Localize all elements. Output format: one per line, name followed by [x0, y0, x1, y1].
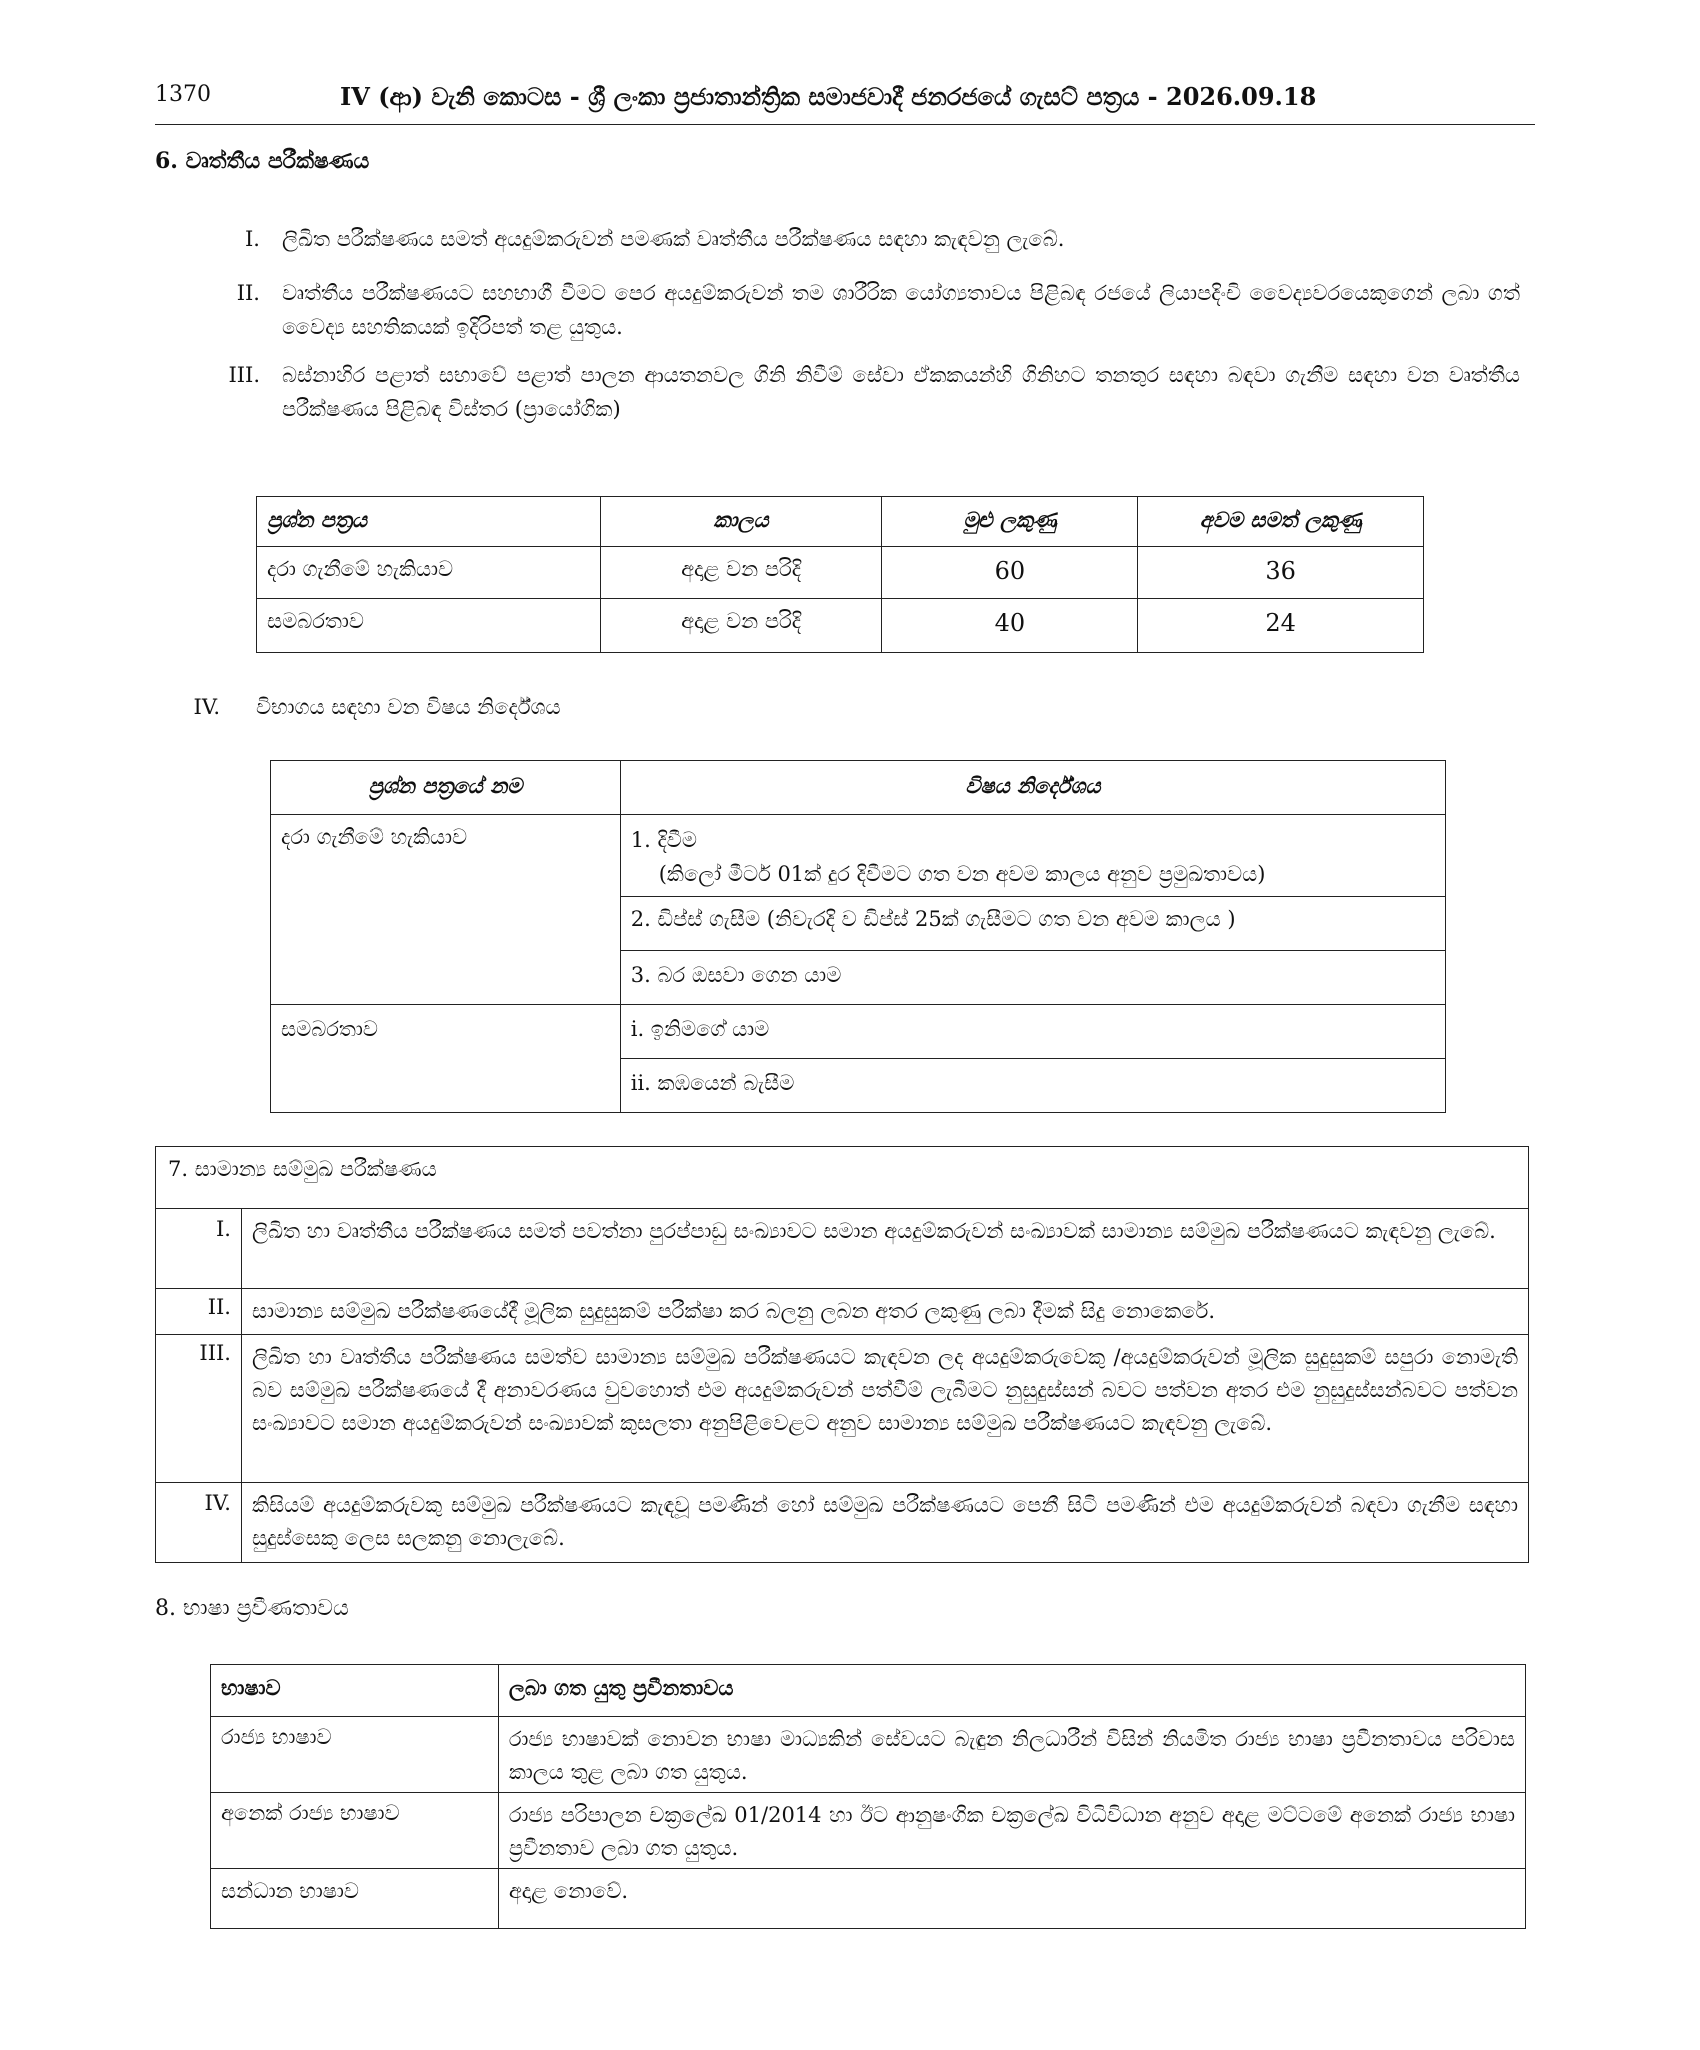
- col-header-duration: කාලය: [600, 497, 882, 547]
- item-text: බස්නාහිර පළාත් සභාවේ පළාත් පාලන ආයතනවල ගිනි නිවීම් සේවා ඒකකයන්හි ගිනිහට තනතුර සඳහා බඳවා ගැනීම සඳහා වන වෘත්තීය පරීක්ෂණය පිළිබඳ විස්තර (ප්‍රායෝගික): [282, 363, 1520, 421]
- cell-pass-marks: 36: [1138, 547, 1424, 599]
- table-row: [156, 1209, 1529, 1289]
- item-text: විභාගය සඳහා වන විෂය නිර්දේශය: [256, 695, 561, 719]
- col-header-paper-name: ප්‍රශ්න පත්‍රයේ නම: [271, 761, 621, 815]
- cell-language: රාජ්‍ය භාෂාව: [211, 1717, 499, 1793]
- cell-language: සන්ධාන භාෂාව: [211, 1869, 499, 1929]
- col-header-language: භාෂාව: [211, 1665, 499, 1717]
- section-6-item-2: [200, 276, 1520, 346]
- table-row: [271, 1005, 1446, 1059]
- page-header: [155, 78, 1535, 125]
- item-number: II.: [156, 1289, 242, 1335]
- col-header-pass-marks: අවම සමත් ලකුණු: [1138, 497, 1424, 547]
- table-row: [211, 1869, 1526, 1929]
- item-number: I.: [156, 1209, 242, 1289]
- cell-paper: සමබරතාව: [257, 599, 601, 653]
- running-title: IV (ආ) වැනි කොටස - ශ්‍රී ලංකා ප්‍රජාතාන්ත්‍රික සමාජවාදී ජනරජයේ ගැසට් පත්‍රය - 2026.09.18: [340, 82, 1317, 111]
- section-7-heading-row: [156, 1147, 1529, 1209]
- cell-paper-name: සමබරතාව: [271, 1005, 621, 1113]
- item-text: වෘත්තීය පරීක්ෂණයට සහභාගී වීමට පෙර අයදුම්කරුවන් තම ශාරීරික යෝග්‍යතාවය පිළිබඳ රජයේ ලියාපදිංචි වෛද්‍යවරයෙකුගෙන් ලබා ගත් වෛද්‍ය සහතිකයක් ඉදිරිපත් තළ යුතුය.: [282, 281, 1520, 339]
- table-header-row: [211, 1665, 1526, 1717]
- cell-proficiency: අදාළ නොවේ.: [498, 1869, 1525, 1929]
- page-number: 1370: [155, 82, 211, 107]
- section-6-heading: 6. වෘත්තීය පරීක්ෂණය: [155, 148, 370, 174]
- item-number: II.: [236, 281, 260, 305]
- section-7-heading: 7. සාමාන්‍ය සම්මුඛ පරීක්ෂණය: [156, 1147, 1529, 1209]
- syllabus-item-title: 1. දිවීම: [630, 828, 697, 852]
- cell-paper-name: දරා ගැනීමේ හැකියාව: [271, 815, 621, 1005]
- item-number: IV.: [193, 695, 220, 719]
- table-row: [211, 1717, 1526, 1793]
- table-row: [271, 815, 1446, 897]
- section-8-heading: 8. භාෂා ප්‍රවීණතාවය: [155, 1596, 349, 1621]
- syllabus-item: 3. බර ඔසවා ගෙන යාම: [620, 951, 1445, 1005]
- practical-test-table: [256, 496, 1424, 653]
- col-header-proficiency: ලබා ගත යුතු ප්‍රවීනතාවය: [498, 1665, 1525, 1717]
- item-number: IV.: [156, 1483, 242, 1563]
- item-text: ලිඛිත පරීක්ෂණය සමත් අයදුම්කරුවන් පමණක් වෘත්තීය පරීක්ෂණය සඳහා කැඳවනු ලැබේ.: [282, 227, 1065, 251]
- item-number: III.: [156, 1335, 242, 1483]
- table-header-row: [257, 497, 1424, 547]
- col-header-paper: ප්‍රශ්න පත්‍රය: [257, 497, 601, 547]
- item-text: සාමාන්‍ය සම්මුඛ පරීක්ෂණයේදී මූලික සුදුසුකම් පරීක්ෂා කර බලනු ලබන අතර ලකුණු ලබා දීමක් සිදු නොකෙරේ.: [241, 1289, 1528, 1335]
- cell-total-marks: 60: [882, 547, 1138, 599]
- table-header-row: [271, 761, 1446, 815]
- item-number: I.: [245, 227, 260, 251]
- table-row: [257, 599, 1424, 653]
- syllabus-item: [620, 815, 1445, 897]
- language-proficiency-table: [210, 1664, 1526, 1929]
- syllabus-item-detail: (කිලෝ මීටර් 01ක් දුර දිවීමට ගත වන අවම කාලය අනුව ප්‍රමුඛතාවය): [658, 862, 1266, 886]
- cell-duration: අදාළ වන පරිදි: [600, 547, 882, 599]
- table-row: [257, 547, 1424, 599]
- item-number: III.: [228, 363, 260, 387]
- cell-proficiency: රාජ්‍ය පරිපාලන චක්‍රලේඛ 01/2014 හා ඊට ආනුෂංගික චක්‍රලේඛ විධිවිධාන අනුව අදාළ මට්ටමේ අනෙක් රාජ්‍ය භාෂා ප්‍රවීනතාව ලබා ගත යුතුය.: [498, 1793, 1525, 1869]
- section-6-item-3: [200, 358, 1520, 428]
- section-6-item-4: [160, 690, 1460, 730]
- item-text: ලිඛිත හා වෘත්තීය පරීක්ෂණය සමත් පවත්නා පුරප්පාඩු සංඛ්‍යාවට සමාන අයදුම්කරුවන් සංඛ්‍යාවක් සාමාන්‍ය සම්මුඛ පරීක්ෂණයට කැඳවනු ලැබේ.: [241, 1209, 1528, 1289]
- section-7-table: [155, 1146, 1529, 1563]
- cell-duration: අදාළ වන පරිදි: [600, 599, 882, 653]
- table-row: [211, 1793, 1526, 1869]
- cell-language: අනෙක් රාජ්‍ය භාෂාව: [211, 1793, 499, 1869]
- item-text: ලිඛිත හා වෘත්තීය පරීක්ෂණය සමත්ව සාමාන්‍ය සම්මුඛ පරීක්ෂණයට කැඳවන ලද අයදුම්කරුවෙකු /අයදුම්කරුවන් මූලික සුදුසුකම් සපුරා නොමැති බව සම්මුඛ පරීක්ෂණයේ දී අනාවරණය වුවහොත් එම අයදුම්කරුවන් පත්වීම් ලැබීමට නුසුදුස්සන් බවට පත්වන අතර එම නුසුදුස්සන්බවට පත්වන සංඛ්‍යාවට සමාන අයදුම්කරුවන් සංඛ්‍යාවක් කුසලතා අනුපිළිවෙළට අනුව සාමාන්‍ය සම්මුඛ පරීක්ෂණයට කැඳවනු ලැබේ.: [241, 1335, 1528, 1483]
- section-6-item-1: [200, 222, 1520, 262]
- table-row: [156, 1483, 1529, 1563]
- syllabus-table: [270, 760, 1446, 1113]
- item-text: කිසියම් අයදුම්කරුවකු සම්මුඛ පරීක්ෂණයට කැඳවූ පමණින් හෝ සම්මුඛ පරීක්ෂණයට පෙනී සිටි පමණින් එම අයදුම්කරුවන් බඳවා ගැනීම සඳහා සුදුස්සෙකු ලෙස සලකනු නොලැබේ.: [241, 1483, 1528, 1563]
- cell-pass-marks: 24: [1138, 599, 1424, 653]
- table-row: [156, 1335, 1529, 1483]
- cell-paper: දරා ගැනීමේ හැකියාව: [257, 547, 601, 599]
- syllabus-item: ii. කඹයෙන් බැසීම: [620, 1059, 1445, 1113]
- col-header-total-marks: මුළු ලකුණු: [882, 497, 1138, 547]
- syllabus-item: 2. ඩිප්ස් ගැසීම (නිවැරදි ව ඩිප්ස් 25ක් ගැසීමට ගත වන අවම කාලය ): [620, 897, 1445, 951]
- syllabus-item: i. ඉනිමගේ යාම: [620, 1005, 1445, 1059]
- cell-proficiency: රාජ්‍ය භාෂාවක් නොවන භාෂා මාධ්‍යකින් සේවයට බැඳුන නිලධාරීන් විසින් නියමිත රාජ්‍ය භාෂා ප්‍රවීනතාවය පරිවාස කාලය තුළ ලබා ගත යුතුය.: [498, 1717, 1525, 1793]
- table-row: [156, 1289, 1529, 1335]
- cell-total-marks: 40: [882, 599, 1138, 653]
- col-header-syllabus: විෂය නිර්දේශය: [620, 761, 1445, 815]
